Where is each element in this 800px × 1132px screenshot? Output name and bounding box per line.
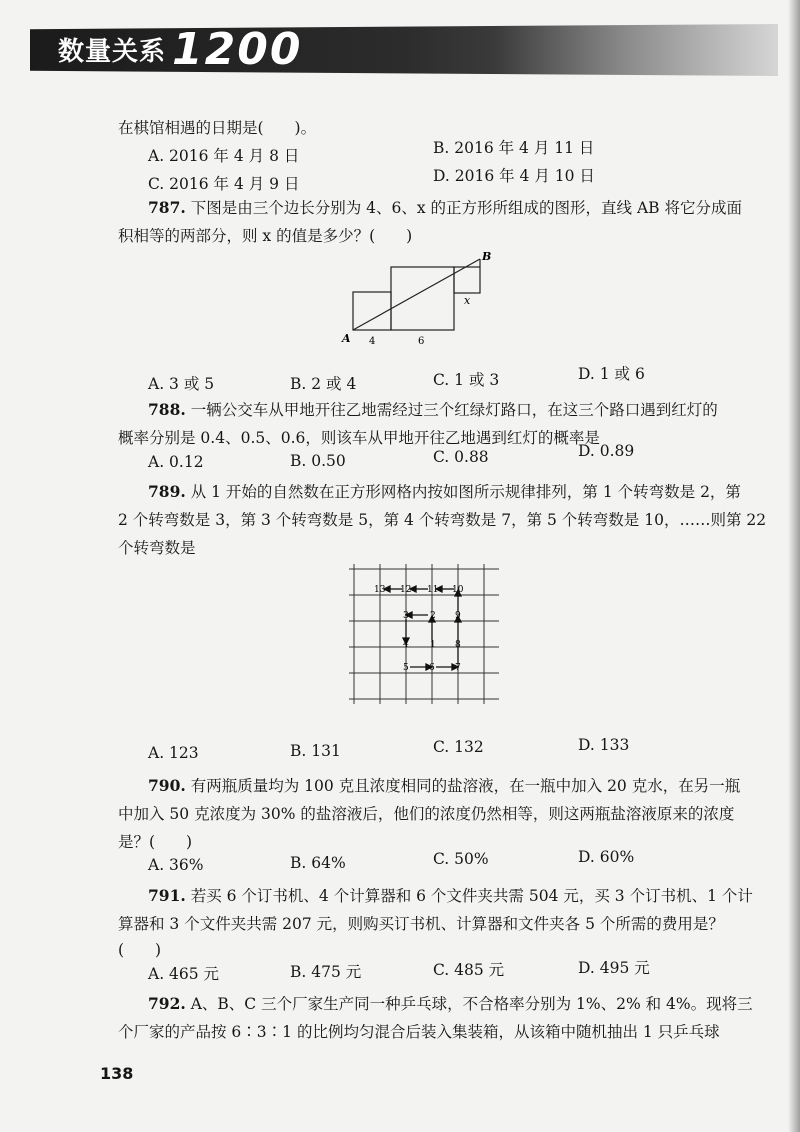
grid-num-12: 12 <box>400 585 412 595</box>
q792-line1 <box>148 992 753 1014</box>
header-title <box>58 23 303 75</box>
q789-number: 789. <box>148 482 186 501</box>
carryover-option-d: D. 2016 年 4 月 10 日 <box>433 167 595 185</box>
q792-text-1: A、B、C 三个厂家生产同一种乒乓球，不合格率分别为 1%、2% 和 4%。现将三 <box>190 995 753 1013</box>
square-4 <box>353 292 391 330</box>
q787-number: 787. <box>148 198 186 217</box>
q792-number: 792. <box>148 994 186 1013</box>
q790-line1 <box>148 774 740 796</box>
q789-line2: 2 个转弯数是 3，第 3 个转弯数是 5，第 4 个转弯数是 7，第 5 个转弯数是 10，……则第 22 <box>118 511 767 529</box>
q787-line2: 积相等的两部分，则 x 的值是多少？( ) <box>118 227 413 245</box>
square-6 <box>391 267 454 330</box>
q787-option-a: A. 3 或 5 <box>148 375 215 393</box>
q790-option-a: A. 36% <box>148 856 204 874</box>
q788-number: 788. <box>148 400 186 419</box>
q790-option-b: B. 64% <box>290 854 346 872</box>
grid-num-6: 6 <box>429 663 435 673</box>
q787-option-d: D. 1 或 6 <box>578 365 645 383</box>
grid-num-3: 3 <box>403 611 409 621</box>
grid-num-1: 1 <box>430 640 436 650</box>
carryover-option-b: B. 2016 年 4 月 11 日 <box>433 139 595 157</box>
q787-option-c: C. 1 或 3 <box>433 371 500 389</box>
q790-text-1: 有两瓶质量均为 100 克且浓度相同的盐溶液，在一瓶中加入 20 克水，在另一瓶 <box>190 777 741 795</box>
q790-option-c: C. 50% <box>433 850 489 868</box>
q789-option-a: A. 123 <box>148 744 199 762</box>
q791-option-b: B. 475 元 <box>290 963 362 981</box>
carryover-option-c: C. 2016 年 4 月 9 日 <box>148 175 300 193</box>
line-ab <box>353 259 480 330</box>
q788-option-c: C. 0.88 <box>433 448 489 466</box>
grid-num-2: 2 <box>430 611 436 621</box>
q789-text-1: 从 1 开始的自然数在正方形网格内按如图所示规律排列，第 1 个转弯数是 2，第 <box>190 483 741 501</box>
q787-figure <box>338 252 493 352</box>
carryover-stem: 在棋馆相遇的日期是( )。 <box>118 119 317 137</box>
q791-line2: 算器和 3 个文件夹共需 207 元，则购买订书机、计算器和文件夹各 5 个所需的费用是？ <box>118 915 724 933</box>
q791-option-a: A. 465 元 <box>148 965 220 983</box>
q789-option-b: B. 131 <box>290 742 341 760</box>
q789-grid-figure <box>344 564 504 704</box>
q791-option-c: C. 485 元 <box>433 961 505 979</box>
grid-num-9: 9 <box>455 611 461 621</box>
q789-line3: 个转弯数是 <box>118 539 196 557</box>
q788-line2: 概率分别是 0.4、0.5、0.6，则该车从甲地开往乙地遇到红灯的概率是 <box>118 429 600 447</box>
q787-line1 <box>148 196 742 218</box>
q789-line1 <box>148 480 741 502</box>
grid-num-11: 11 <box>427 585 439 595</box>
q788-option-a: A. 0.12 <box>148 453 204 471</box>
q790-number: 790. <box>148 776 186 795</box>
q788-option-b: B. 0.50 <box>290 452 346 470</box>
page-number: 138 <box>100 1064 134 1083</box>
q791-option-d: D. 495 元 <box>578 959 650 977</box>
carryover-option-a: A. 2016 年 4 月 8 日 <box>148 147 300 165</box>
label-4: 4 <box>369 336 376 347</box>
q790-line3: 是？( ) <box>118 833 193 851</box>
q788-option-d: D. 0.89 <box>578 442 635 460</box>
q790-line2: 中加入 50 克浓度为 30% 的盐溶液后，他们的浓度仍然相等，则这两瓶盐溶液原来的浓度 <box>118 805 735 823</box>
q791-number: 791. <box>148 886 186 905</box>
header-title-number: 1200 <box>172 23 303 75</box>
q790-option-d: D. 60% <box>578 848 635 866</box>
label-6: 6 <box>418 336 425 347</box>
grid-num-13: 13 <box>374 585 386 595</box>
grid-num-7: 7 <box>455 663 461 673</box>
q791-line1 <box>148 884 753 906</box>
grid-num-5: 5 <box>403 663 409 673</box>
grid-num-10: 10 <box>452 585 464 595</box>
header-title-cn: 数量关系 <box>58 36 167 67</box>
page-edge-shadow <box>788 0 800 1132</box>
q791-line3: ( ) <box>118 941 162 959</box>
q787-text-1: 下图是由三个边长分别为 4、6、x 的正方形所组成的图形，直线 AB 将它分成面 <box>190 199 742 217</box>
q792-line2: 个厂家的产品按 6∶3∶1 的比例均匀混合后装入集装箱，从该箱中随机抽出 1 只乒乓球 <box>118 1023 720 1041</box>
q787-option-b: B. 2 或 4 <box>290 375 357 393</box>
grid-num-8: 8 <box>455 640 461 650</box>
label-b: B <box>482 252 492 263</box>
q789-option-c: C. 132 <box>433 738 484 756</box>
q789-option-d: D. 133 <box>578 736 630 754</box>
q788-text-1: 一辆公交车从甲地开往乙地需经过三个红绿灯路口，在这三个路口遇到红灯的 <box>190 401 718 419</box>
q788-line1 <box>148 398 718 420</box>
label-a: A <box>342 332 351 345</box>
label-x: x <box>464 294 471 307</box>
q791-text-1: 若买 6 个订书机、4 个计算器和 6 个文件夹共需 504 元，买 3 个订书机、1 个计 <box>190 887 753 905</box>
grid-num-4: 4 <box>403 640 409 650</box>
